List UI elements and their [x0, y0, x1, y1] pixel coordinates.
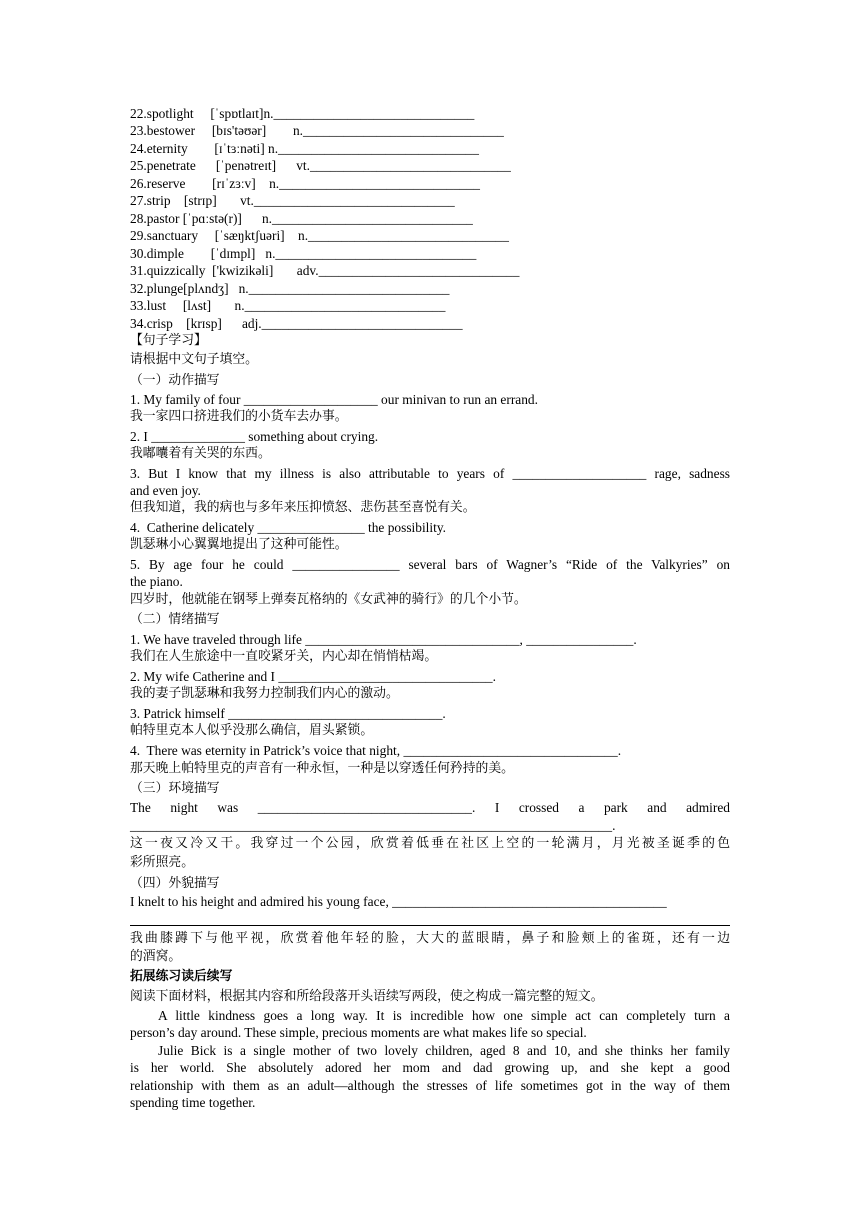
action-sentence-3-zh: 但我知道，我的病也与多年来压抑愤怒、悲伤甚至喜悦有关。	[130, 500, 476, 515]
section-header-sentences: 【句子学习】	[130, 333, 207, 348]
passage-paragraph-2-line4: spending time together.	[130, 1095, 256, 1110]
emotion-sentence-3-zh: 帕特里克本人似乎没那么确信，眉头紧锁。	[130, 723, 374, 738]
emotion-sentence-1-en: 1. We have traveled through life ________________________________, ________________.	[130, 632, 637, 647]
vocab-item-30: 30.dimple [ˈdɪmpl] n.______________________________	[130, 246, 477, 261]
action-sentence-5-en-line1: 5. By age four he could ________________ several bars of Wagner’s “Ride of the Valkyries” on	[130, 557, 730, 572]
vocab-item-23: 23.bestower [bɪs'təʊər] n.______________________________	[130, 123, 504, 138]
appearance-sentence-en: I knelt to his height and admired his young face, _________________________________________	[130, 894, 667, 909]
emotion-sentence-4-en: 4. There was eternity in Patrick’s voice that night, ________________________________.	[130, 743, 622, 758]
appearance-sentence-zh-line2: 的酒窝。	[130, 949, 182, 964]
environment-sentence-zh-line2: 彩所照亮。	[130, 855, 194, 870]
vocab-item-33: 33.lust [lʌst] n.______________________________	[130, 298, 446, 313]
vocab-item-29: 29.sanctuary [ˈsæŋktʃuəri] n.______________________________	[130, 228, 509, 243]
action-sentence-5-zh: 四岁时，他就能在钢琴上弹奏瓦格纳的《女武神的骑行》的几个小节。	[130, 592, 527, 607]
vocab-item-25: 25.penetrate [ˈpenətreɪt] vt.______________________________	[130, 158, 511, 173]
vocab-item-34: 34.crisp [krɪsp] adj.______________________________	[130, 316, 463, 331]
passage-paragraph-1-line2: person’s day around. These simple, precious moments are what makes life so special.	[130, 1025, 587, 1040]
emotion-sentence-2-en: 2. My wife Catherine and I ________________________________.	[130, 669, 496, 684]
subsection-title-emotion: （二）情绪描写	[130, 612, 220, 627]
emotion-sentence-2-zh: 我的妻子凯瑟琳和我努力控制我们内心的激动。	[130, 686, 399, 701]
passage-paragraph-1-line1: A little kindness goes a long way. It is incredible how one simple act can completely turn a	[158, 1008, 730, 1023]
action-sentence-1-en: 1. My family of four ____________________ our minivan to run an errand.	[130, 392, 538, 407]
vocab-item-27: 27.strip [strɪp] vt.______________________________	[130, 193, 455, 208]
action-sentence-4-en: 4. Catherine delicately ________________ the possibility.	[130, 520, 446, 535]
extension-instruction: 阅读下面材料，根据其内容和所给段落开头语续写两段，使之构成一篇完整的短文。	[130, 989, 604, 1004]
emotion-sentence-3-en: 3. Patrick himself ________________________________.	[130, 706, 446, 721]
answer-blank-line	[130, 925, 730, 926]
environment-sentence-en-line1: The night was ________________________________. I crossed a park and admired	[130, 800, 730, 815]
vocab-item-22: 22.spotlight [ˈspɒtlaɪt]n.______________________________	[130, 106, 475, 121]
action-sentence-3-en-line2: and even joy.	[130, 483, 201, 498]
vocab-item-28: 28.pastor [ˈpɑːstə(r)] n.______________________________	[130, 211, 473, 226]
subsection-title-action: （一）动作描写	[130, 373, 220, 388]
action-sentence-4-zh: 凯瑟琳小心翼翼地提出了这种可能性。	[130, 537, 348, 552]
environment-sentence-en-line2: ________________________________________________________________________.	[130, 818, 616, 833]
action-sentence-3-en-line1: 3. But I know that my illness is also attributable to years of ____________________ rage, sadness	[130, 466, 730, 481]
subsection-title-environment: （三）环境描写	[130, 781, 220, 796]
emotion-sentence-1-zh: 我们在人生旅途中一直咬紧牙关，内心却在悄悄枯竭。	[130, 649, 438, 664]
action-sentence-5-en-line2: the piano.	[130, 574, 183, 589]
subsection-title-appearance: （四）外貌描写	[130, 876, 220, 891]
vocab-item-26: 26.reserve [rɪˈzɜːv] n.______________________________	[130, 176, 481, 191]
action-sentence-2-zh: 我嘟囔着有关哭的东西。	[130, 446, 271, 461]
vocab-item-31: 31.quizzically ['kwizikəli] adv.______________________________	[130, 263, 520, 278]
emotion-sentence-4-zh: 那天晚上帕特里克的声音有一种永恒，一种是以穿透任何矜持的美。	[130, 761, 514, 776]
vocab-item-32: 32.plunge[plʌndʒ] n.______________________________	[130, 281, 450, 296]
action-sentence-1-zh: 我一家四口挤进我们的小货车去办事。	[130, 409, 348, 424]
passage-paragraph-2-line2: is her world. She absolutely adored her mom and dad growing up, and she kept a good	[130, 1060, 730, 1075]
passage-paragraph-2-line1: Julie Bick is a single mother of two lovely children, aged 8 and 10, and she thinks her family	[158, 1043, 730, 1058]
section-instruction: 请根据中文句子填空。	[130, 352, 258, 367]
extension-title: 拓展练习读后续写	[130, 969, 233, 984]
vocab-item-24: 24.eternity [ɪˈtɜːnəti] n.______________________________	[130, 141, 479, 156]
environment-sentence-zh-line1: 这一夜又冷又干。我穿过一个公园，欣赏着低垂在社区上空的一轮满月，月光被圣诞季的色	[130, 836, 730, 851]
passage-paragraph-2-line3: relationship with them as an adult—although the stresses of life sometimes got in the way of them	[130, 1078, 730, 1093]
action-sentence-2-en: 2. I ______________ something about crying.	[130, 429, 379, 444]
appearance-sentence-zh-line1: 我曲膝蹲下与他平视，欣赏着他年轻的脸，大大的蓝眼睛，鼻子和脸颊上的雀斑，还有一边	[130, 931, 730, 946]
